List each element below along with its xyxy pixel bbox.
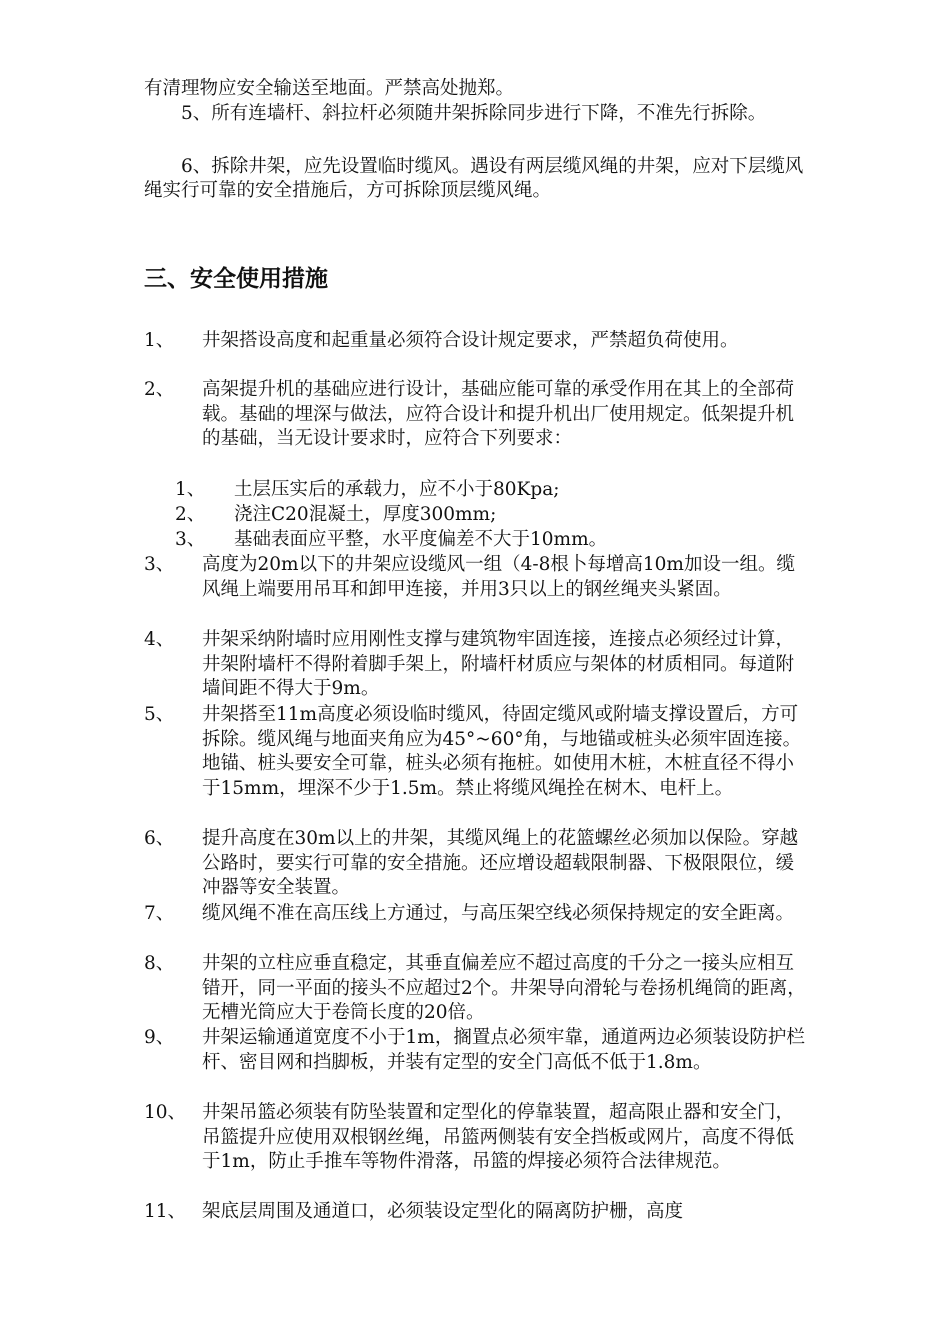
list-item-text: 架底层周围及通道口，必须装设定型化的隔离防护栅，高度: [202, 1201, 684, 1222]
list-item-text: 提升高度在30m以上的井架，其缆风绳上的花篮螺丝必须加以保险。穿越公路时，要实行可靠的安全措施。还应增设超载限制器、下极限限位，缓冲器等安全装置。: [202, 828, 799, 899]
list-item-text: 高度为20m以下的井架应设缆风一组（4-8根卜每增高10m加设一组。缆风绳上端要用吊耳和卸甲连接，并用3只以上的钢丝绳夹头紧固。: [202, 554, 795, 600]
list-item: [144, 952, 810, 1026]
intro-paragraph-6: 6、拆除井架，应先设置临时缆风。遇设有两层缆风绳的井架，应对下层缆风绳实行可靠的安全措施后，方可拆除顶层缆风绳。: [144, 156, 804, 201]
list-item: [144, 329, 810, 354]
list-item-number: 2、: [144, 379, 175, 400]
sub-list-item-text: 土层压实后的承载力，应不小于80Kpa;: [234, 479, 560, 500]
list-item-number: 8、: [144, 953, 175, 974]
sub-list-item: [175, 503, 795, 528]
list-item: [144, 1026, 810, 1075]
sub-list-item-text: 基础表面应平整，水平度偏差不大于10mm。: [234, 529, 608, 550]
sub-list-item-number: 1、: [175, 479, 206, 500]
list-item: [144, 703, 810, 802]
list-item: [144, 902, 810, 927]
list-item-text: 井架采纳附墙时应用刚性支撑与建筑物牢固连接，连接点必须经过计算，井架附墙杆不得附着脚手架上，附墙杆材质应与架体的材质相同。每道附墙间距不得大于9m。: [202, 629, 795, 700]
list-item-number: 10、: [144, 1102, 187, 1123]
list-item-text: 井架吊篮必须装有防坠装置和定型化的停靠装置，超高限止器和安全门，吊篮提升应使用双根钢丝绳，吊篮两侧装有安全挡板或网片，高度不得低于1m，防止手推车等物件滑落，吊篮的焊接必须符合法律规范。: [202, 1102, 795, 1173]
intro-line: 有清理物应安全输送至地面。严禁高处抛郑。: [144, 78, 515, 99]
list-item-number: 9、: [144, 1027, 175, 1048]
sub-list-item: [175, 528, 795, 553]
list-item-text: 井架运输通道宽度不小于1m，搁置点必须牢靠，通道两边必须装设防护栏杆、密目网和挡脚板，并装有定型的安全门高低不低于1.8m。: [202, 1027, 805, 1073]
list-item-text: 井架搭至11m高度必须设临时缆风，待固定缆风或附墙支撑设置后，方可拆除。缆风绳与地面夹角应为45°~60°角，与地锚或桩头必须牢固连接。地锚、桩头要安全可靠，桩头必须有拖桩。如使用木桩，木桩直径不得小于15mm，埋深不少于1.5m。禁止将缆风绳拴在树木、电杆上。: [202, 704, 802, 800]
sub-list-item-number: 3、: [175, 529, 206, 550]
sub-list-item-number: 2、: [175, 504, 206, 525]
sub-list-item-text: 浇注C20混凝土，厚度300mm;: [234, 504, 497, 525]
intro-paragraph-5: 5、所有连墙杆、斜拉杆必须随井架拆除同步进行下降，不准先行拆除。: [144, 103, 767, 124]
list-item: [144, 1200, 810, 1225]
sub-list-item: [175, 478, 795, 503]
list-item-number: 11、: [144, 1201, 187, 1222]
list-item-text: 缆风绳不准在高压线上方通过，与高压架空线必须保持规定的安全距离。: [202, 903, 795, 924]
list-item: [144, 378, 810, 452]
section-heading: 三、安全使用措施: [144, 266, 328, 292]
list-item-number: 6、: [144, 828, 175, 849]
list-item-text: 高架提升机的基础应进行设计，基础应能可靠的承受作用在其上的全部荷载。基础的埋深与做法，应符合设计和提升机出厂使用规定。低架提升机的基础，当无设计要求时，应符合下列要求：: [202, 379, 795, 450]
list-item-text: 井架的立柱应垂直稳定，其垂直偏差应不超过高度的千分之一接头应相互错开，同一平面的接头不应超过2个。井架导向滑轮与卷扬机绳筒的距离，无槽光筒应大于卷筒长度的20倍。: [202, 953, 806, 1024]
list-item: [144, 827, 810, 901]
list-item-text: 井架搭设高度和起重量必须符合设计规定要求，严禁超负荷使用。: [202, 330, 739, 351]
list-item: [144, 1101, 810, 1175]
list-item-number: 3、: [144, 554, 175, 575]
list-item: [144, 553, 810, 602]
list-item-number: 5、: [144, 704, 175, 725]
list-item: [144, 628, 810, 702]
list-item-number: 7、: [144, 903, 175, 924]
list-item-number: 4、: [144, 629, 175, 650]
list-item-number: 1、: [144, 330, 175, 351]
